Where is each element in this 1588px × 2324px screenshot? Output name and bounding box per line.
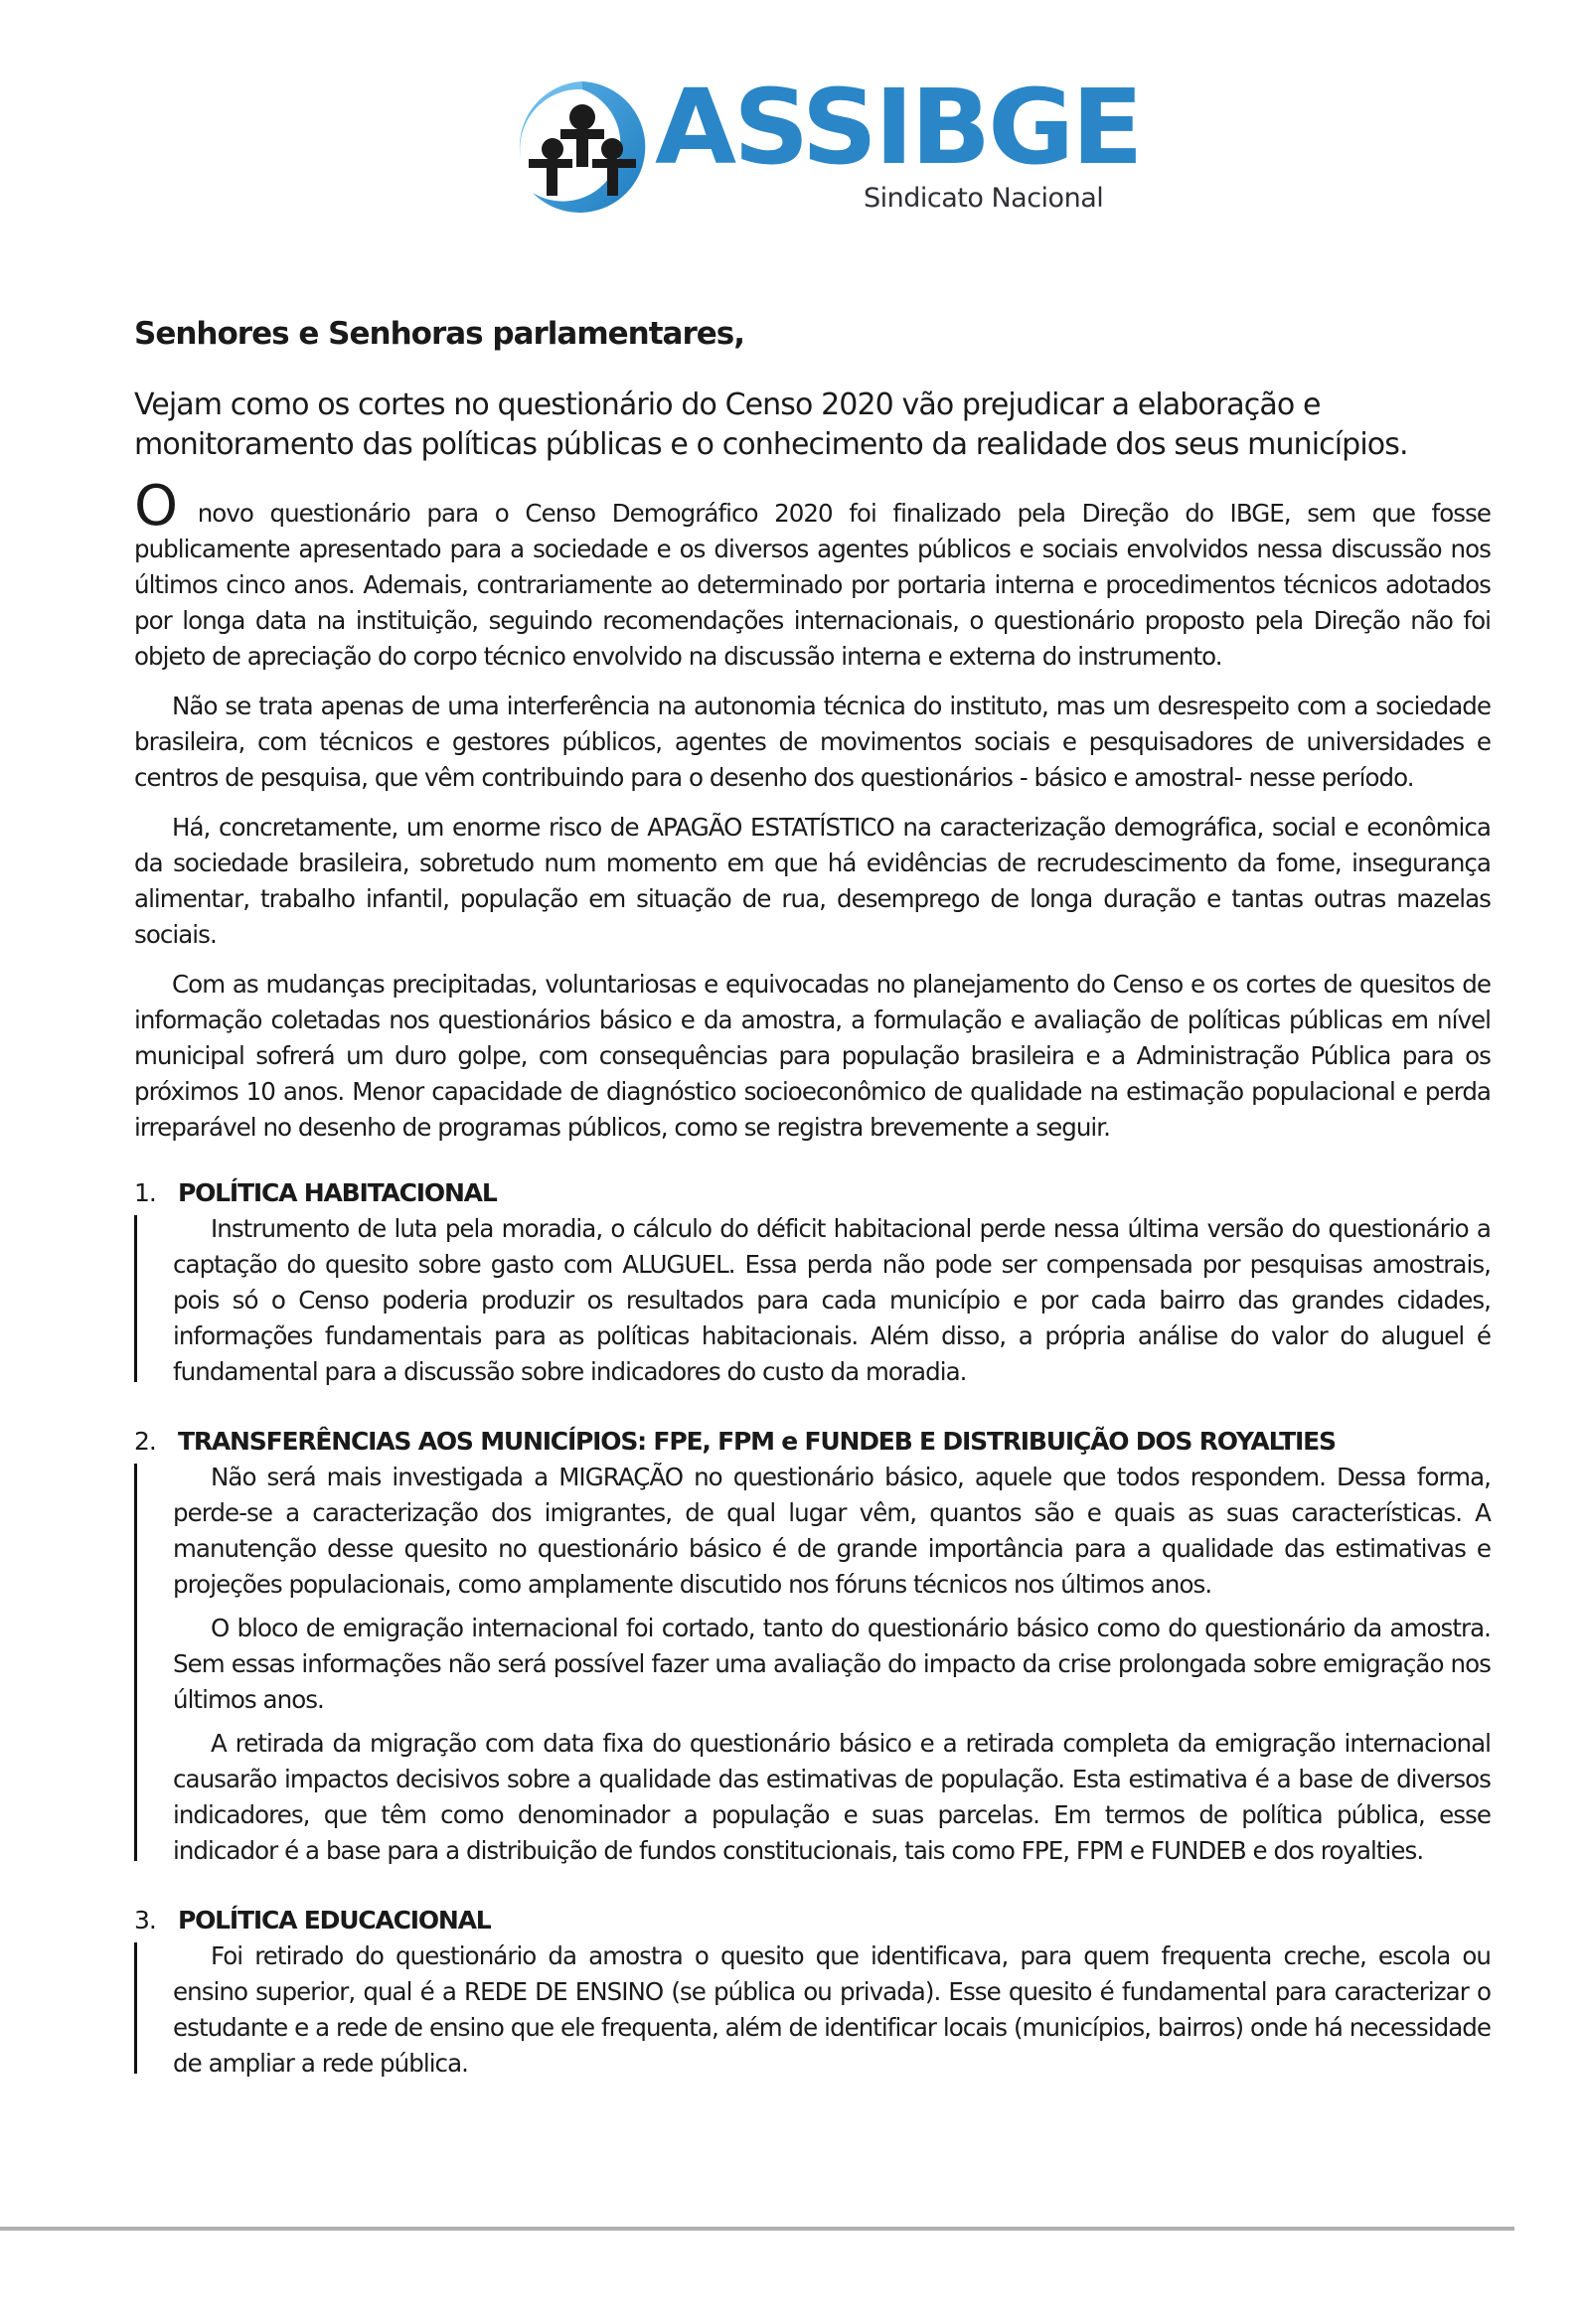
section-number: 3. xyxy=(134,1906,156,1935)
drop-cap: O xyxy=(134,474,178,539)
section-number: 1. xyxy=(134,1178,156,1207)
salutation: Senhores e Senhoras parlamentares, xyxy=(134,316,745,352)
section-heading xyxy=(134,1424,1491,1460)
paragraph: A retirada da migração com data fixa do questionário básico e a retirada completa da emigração internacional causarão impactos decisivos sobre a qualidade das estimativas de população. Esta estimativa é a base de diversos indicadores, que têm como denominador a população e suas parcelas. Em termos de política pública, esse indicador é a base para a distribuição de fundos constitucionais, tais como FPE, FPM e FUNDEB e dos royalties. xyxy=(173,1729,1491,1865)
section-bar-divider xyxy=(134,1464,137,1861)
section-title: POLÍTICA EDUCACIONAL xyxy=(178,1906,491,1935)
paragraph: O novo questionário para o Censo Demográfico 2020 foi finalizado pela Direção do IBGE, sem que fosse publicamente apresentado para a sociedade e os diversos agentes públicos e sociais envolvidos nessa discussão nos últimos cinco anos. Ademais, contrariamente ao determinado por portaria interna e procedimentos técnicos adotados por longa data na instituição, seguindo recomendações internacionais, o questionário proposto pela Direção não foi objeto de apreciação do corpo técnico envolvido na discussão interna e externa do instrumento. xyxy=(134,474,1491,671)
logo-subtitle: Sindicato Nacional xyxy=(864,183,1104,214)
section-heading xyxy=(134,1175,1491,1211)
section-content xyxy=(134,1211,1491,1390)
section-heading xyxy=(134,1903,1491,1938)
logo-wordmark: ASSIBGE xyxy=(655,67,1141,188)
paragraph: Não será mais investigada a MIGRAÇÃO no questionário básico, aquele que todos respondem. Dessa forma, perde-se a caracterização dos imigrantes, de qual lugar vêm, quantos são e quais as suas características. A manutenção desse quesito no questionário básico é de grande importância para a qualidade das estimativas e projeções populacionais, como amplamente discutido nos fóruns técnicos nos últimos anos. xyxy=(173,1463,1491,1599)
paragraph: Há, concretamente, um enorme risco de APAGÃO ESTATÍSTICO na caracterização demográfica, social e econômica da sociedade brasileira, sobretudo num momento em que há evidências de recrudescimento da fome, insegurança alimentar, trabalho infantil, população em situação de rua, desemprego de longa duração e tantas outras mazelas sociais. xyxy=(134,813,1491,949)
section-housing-policy xyxy=(134,1175,1491,1390)
section-bar-divider xyxy=(134,1942,137,2074)
section-title: TRANSFERÊNCIAS AOS MUNICÍPIOS: FPE, FPM e FUNDEB E DISTRIBUIÇÃO DOS ROYALTIES xyxy=(178,1427,1336,1456)
assibge-logo xyxy=(513,67,1141,222)
people-emblem-icon xyxy=(513,77,652,217)
section-bar-divider xyxy=(134,1215,137,1382)
section-content xyxy=(134,1938,1491,2082)
section-municipal-transfers xyxy=(134,1424,1491,1869)
intro-statement: Vejam como os cortes no questionário do Censo 2020 vão prejudicar a elaboração e monitoramento das políticas públicas e o conhecimento da realidade dos seus municípios. xyxy=(134,387,1408,462)
section-content xyxy=(134,1460,1491,1869)
paragraph: Com as mudanças precipitadas, voluntariosas e equivocadas no planejamento do Censo e os cortes de quesitos de informação coletadas nos questionários básico e da amostra, a formulação e avaliação de políticas públicas em nível municipal sofrerá um duro golpe, com consequências para população brasileira e a Administração Pública para os próximos 10 anos. Menor capacidade de diagnóstico socioeconômico de qualidade na estimação populacional e perda irreparável no desenho de programas públicos, como se registra brevemente a seguir. xyxy=(134,970,1491,1142)
section-number: 2. xyxy=(134,1427,156,1456)
paragraph: O bloco de emigração internacional foi cortado, tanto do questionário básico como do questionário da amostra. Sem essas informações não será possível fazer uma avaliação do impacto da crise prolongada sobre emigração nos últimos anos. xyxy=(173,1614,1491,1714)
section-title: POLÍTICA HABITACIONAL xyxy=(178,1178,497,1207)
paragraph: Instrumento de luta pela moradia, o cálculo do déficit habitacional perde nessa última versão do questionário a captação do quesito sobre gasto com ALUGUEL. Essa perda não pode ser compensada por pesquisas amostrais, pois só o Censo poderia produzir os resultados para cada município e por cada bairro das grandes cidades, informações fundamentais para as políticas habitacionais. Além disso, a própria análise do valor do aluguel é fundamental para a discussão sobre indicadores do custo da moradia. xyxy=(173,1214,1491,1386)
paragraph: Foi retirado do questionário da amostra o quesito que identificava, para quem frequenta creche, escola ou ensino superior, qual é a REDE DE ENSINO (se pública ou privada). Esse quesito é fundamental para caracterizar o estudante e a rede de ensino que ele frequenta, além de identificar locais (municípios, bairros) onde há necessidade de ampliar a rede pública. xyxy=(173,1941,1491,2078)
section-education-policy xyxy=(134,1903,1491,2082)
letter-body xyxy=(134,314,1491,2090)
footer-divider xyxy=(0,2227,1514,2231)
paragraph: Não se trata apenas de uma interferência na autonomia técnica do instituto, mas um desrespeito com a sociedade brasileira, com técnicos e gestores públicos, agentes de movimentos sociais e pesquisadores de universidades e centros de pesquisa, que vêm contribuindo para o desenho dos questionários - básico e amostral- nesse período. xyxy=(134,692,1491,792)
